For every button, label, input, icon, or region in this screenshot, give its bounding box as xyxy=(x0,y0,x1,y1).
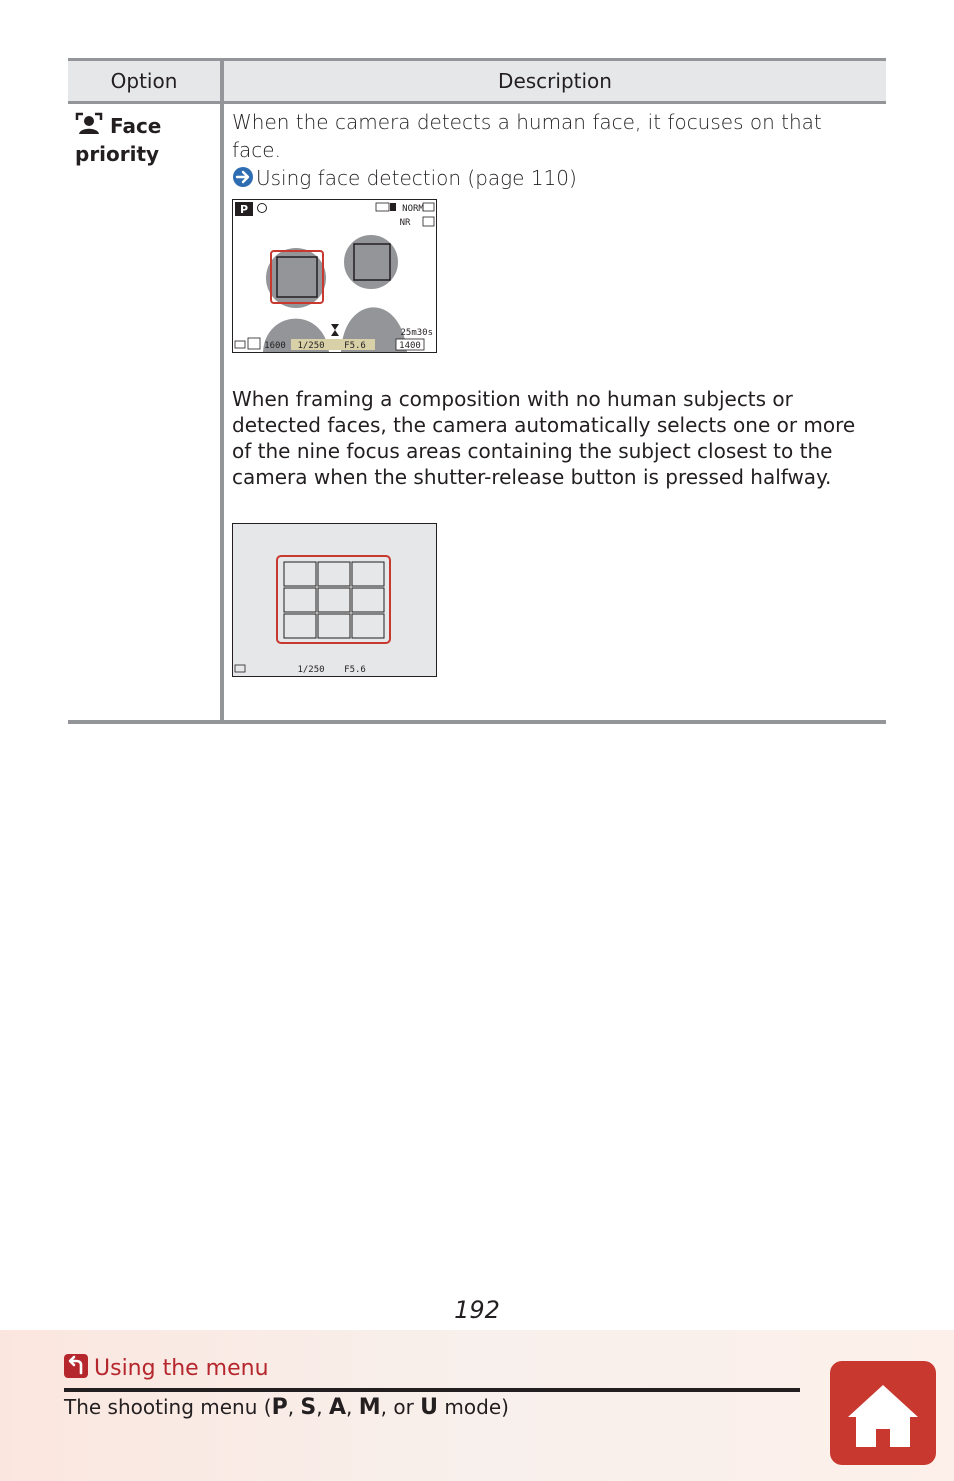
exposures-remaining: 1400 xyxy=(399,341,421,351)
focus-areas-illustration xyxy=(233,524,436,676)
breadcrumb-label: Using the menu xyxy=(94,1356,269,1381)
shutter-speed-2: 1/250 xyxy=(297,665,325,675)
cross-reference-link[interactable] xyxy=(232,164,872,192)
home-icon xyxy=(830,1361,936,1465)
footer xyxy=(0,1330,954,1481)
mode-a: A xyxy=(328,1395,347,1420)
image-quality: NORM xyxy=(402,204,424,214)
return-icon xyxy=(64,1354,88,1378)
face-detection-screen xyxy=(232,199,437,353)
aperture-value-2: F5.6 xyxy=(344,665,366,675)
sep-3: , xyxy=(346,1395,359,1419)
header-description: Description xyxy=(498,69,612,93)
mode-u: U xyxy=(420,1395,439,1420)
description-text-2: When framing a composition with no human subjects or detected faces, the camera automatically selects one or more of the nine focus areas containing the subject closest to the camera when the shutter-release button is pressed halfway. xyxy=(232,387,856,489)
shutter-speed: 1/250 xyxy=(297,341,325,351)
description-text-1: When the camera detects a human face, it focuses on that face. xyxy=(232,110,822,162)
breadcrumb[interactable] xyxy=(64,1354,269,1383)
option-label: Face priority xyxy=(75,114,162,166)
face-detection-illustration xyxy=(233,200,436,352)
link-text: Using face detection (page 110) xyxy=(256,166,577,190)
option-cell xyxy=(75,112,215,168)
mode-s: S xyxy=(300,1395,317,1420)
time-remaining: 25m30s xyxy=(400,328,433,338)
sep-or: , or xyxy=(380,1395,421,1419)
description-1 xyxy=(232,108,872,192)
aperture-value: F5.6 xyxy=(344,341,366,351)
face-priority-icon xyxy=(75,112,103,136)
table-header-row xyxy=(68,58,886,104)
table-bottom-rule xyxy=(68,720,886,724)
mode-p: P xyxy=(271,1395,288,1420)
home-button[interactable] xyxy=(830,1361,936,1465)
nine-focus-areas-screen xyxy=(232,523,437,677)
mode-indicator: P xyxy=(239,203,249,216)
sep-2: , xyxy=(316,1395,329,1419)
arrow-right-circle-icon xyxy=(232,166,254,188)
sep-1: , xyxy=(287,1395,301,1419)
subtitle-suffix: mode) xyxy=(438,1395,509,1419)
noise-reduction-indicator: NR xyxy=(399,218,411,228)
column-divider xyxy=(220,58,224,723)
iso-value: 1600 xyxy=(264,341,286,351)
subtitle-prefix: The shooting menu ( xyxy=(64,1395,272,1419)
header-option: Option xyxy=(110,69,178,93)
mode-m: M xyxy=(358,1395,381,1420)
section-subtitle xyxy=(64,1392,509,1423)
page-number: 192 xyxy=(454,1296,500,1324)
